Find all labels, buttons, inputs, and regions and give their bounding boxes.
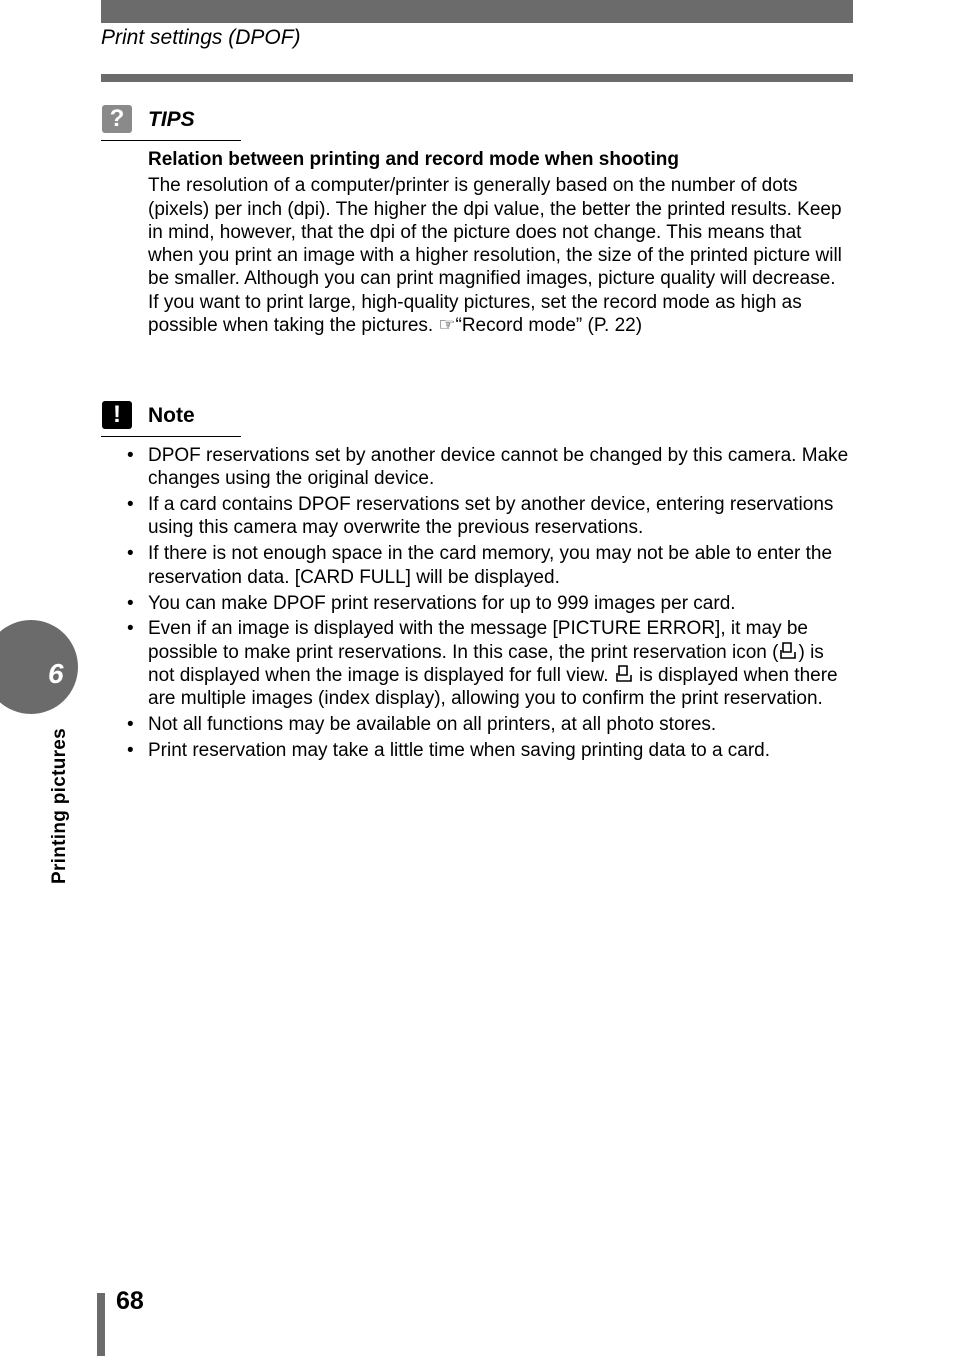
list-item [127,542,853,589]
list-item-text: Not all functions may be available on all printers, at all photo stores. [148,714,717,736]
bullet: • [127,543,134,565]
tips-heading [101,104,241,141]
note-list [127,444,853,765]
reference-link[interactable]: “Record mode” (P. 22) [455,315,643,337]
tips-subtitle: Relation between printing and record mode when shooting [148,149,679,170]
list-item [127,713,853,736]
list-item-text: ) is not displayed when the image is displayed for full view. [148,641,824,687]
tips-paragraph-text: If you want to print large, high-quality pictures, set the record mode as high as possible when taking the pictures. [148,291,802,337]
list-item-text: If a card contains DPOF reservations set by another device, entering reservations using this camera may overwrite the previous reservations. [148,494,834,539]
list-item-text: DPOF reservations set by another device cannot be changed by this camera. Make changes using the original device. [148,445,849,490]
list-item [127,444,853,491]
exclamation-icon: ! [102,401,132,429]
list-item-text: You can make DPOF print reservations for up to 999 images per card. [148,592,736,614]
note-heading [101,400,241,437]
list-item-text: Print reservation may take a little time when saving printing data to a card. [148,740,771,762]
list-item [127,739,853,762]
tips-paragraph [148,291,852,338]
header-rule [101,74,853,82]
list-item [127,617,853,710]
print-reservation-icon [778,641,798,661]
bullet: • [127,714,134,736]
header-top-bar [101,0,853,23]
list-item [127,493,853,540]
list-item-text: If there is not enough space in the card memory, you may not be able to enter the reservation data. [CARD FULL] will be displayed. [148,543,833,588]
page-number: 68 [116,1287,144,1315]
tips-label: TIPS [148,108,195,131]
chapter-number: 6 [48,658,64,689]
print-reservation-icon [614,664,634,684]
bullet: • [127,740,134,762]
running-header: Print settings (DPOF) [101,26,301,49]
chapter-title: Printing pictures [49,727,70,885]
tips-paragraph: The resolution of a computer/printer is generally based on the number of dots (pixels) per inch (dpi). The higher the dpi value, the better the printed results. Keep in mind, however, that the dpi of the picture does not change. This means that when you print an image with a higher resolution, the size of the printed picture will be smaller. Although you can print magnified images, picture quality will decrease. [148,175,842,290]
list-item [127,592,853,615]
list-item-text: Even if an image is displayed with the message [PICTURE ERROR], it may be possible to make print reservations. In this case, the print reservation icon ( [148,618,808,663]
page-number-bar [97,1293,105,1356]
tips-body [148,148,852,337]
bullet: • [127,494,134,516]
reference-hand-icon: ☞ [438,315,456,337]
note-label: Note [148,404,195,427]
chapter-tab [0,620,78,714]
bullet: • [127,445,134,466]
question-icon: ? [102,105,132,133]
list-item-text: is displayed when there are multiple images (index display), allowing you to confirm the print reservation. [148,665,838,710]
bullet: • [127,592,134,614]
bullet: • [127,618,134,640]
